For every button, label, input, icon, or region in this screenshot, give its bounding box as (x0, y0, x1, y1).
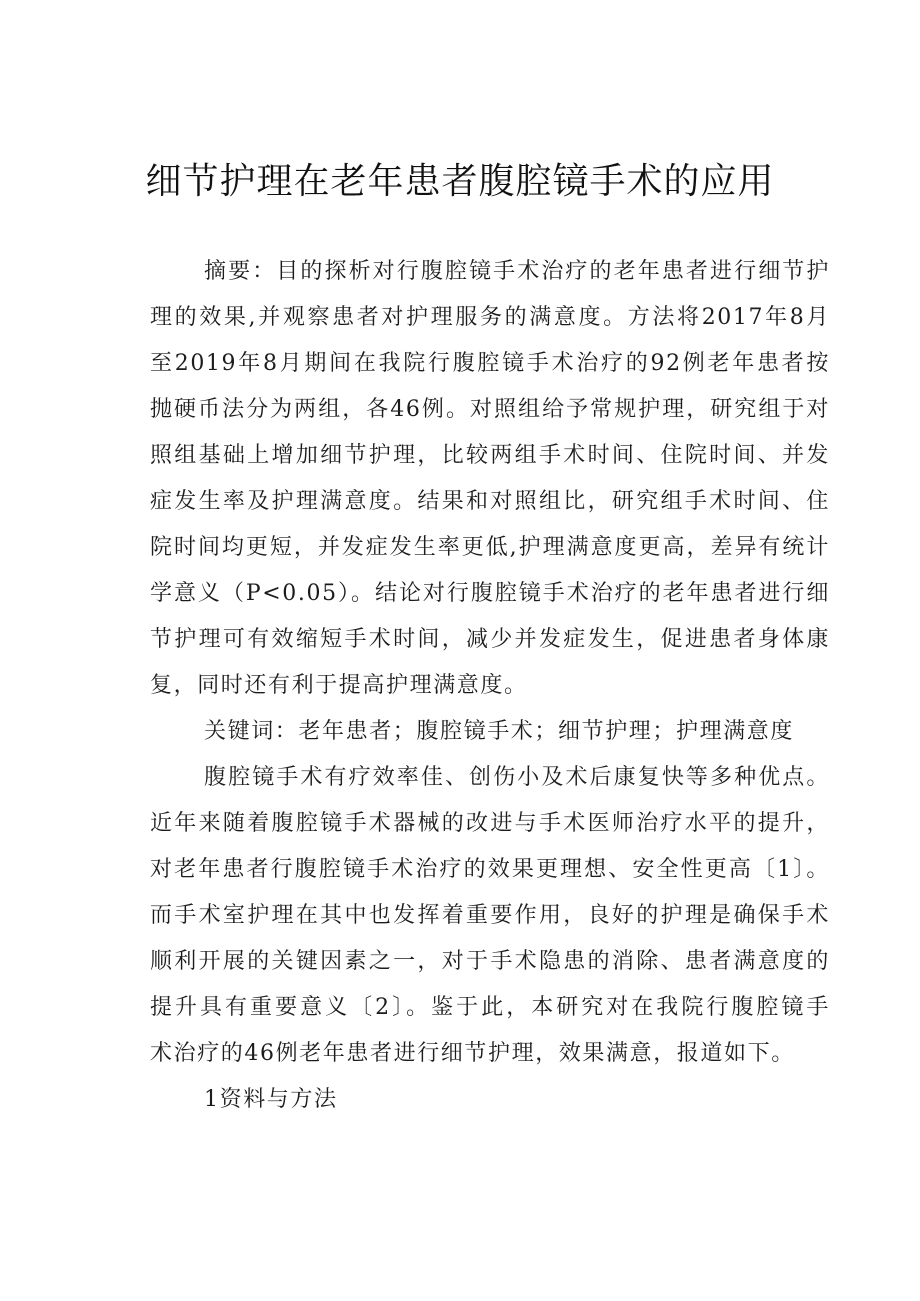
document-title: 细节护理在老年患者腹腔镜手术的应用 (145, 161, 775, 202)
abstract-line: 节护理可有效缩短手术时间，减少并发症发生，促进患者身体康 (150, 627, 830, 652)
abstract-line: 复，同时还有利于提高护理满意度。 (150, 673, 528, 698)
body-line: 近年来随着腹腔镜手术器械的改进与手术医师治疗水平的提升， (150, 811, 830, 836)
body-line: 而手术室护理在其中也发挥着重要作用，良好的护理是确保手术 (150, 903, 830, 928)
body-line: 对老年患者行腹腔镜手术治疗的效果更理想、安全性更高〔1〕。 (150, 857, 830, 882)
section-heading: 1资料与方法 (204, 1087, 338, 1112)
abstract-line: 摘要：目的探析对行腹腔镜手术治疗的老年患者进行细节护 (204, 259, 830, 284)
abstract-line: 理的效果,并观察患者对护理服务的满意度。方法将2017年8月 (150, 305, 830, 330)
abstract-line: 至2019年8月期间在我院行腹腔镜手术治疗的92例老年患者按 (150, 351, 830, 376)
abstract-line: 症发生率及护理满意度。结果和对照组比，研究组手术时间、住 (150, 489, 830, 514)
body-line: 顺利开展的关键因素之一，对于手术隐患的消除、患者满意度的 (150, 949, 830, 974)
keywords: 关键词：老年患者；腹腔镜手术；细节护理；护理满意度 (204, 719, 795, 744)
abstract-line: 学意义（P<0.05）。结论对行腹腔镜手术治疗的老年患者进行细 (150, 581, 830, 606)
abstract-line: 抛硬币法分为两组，各46例。对照组给予常规护理，研究组于对 (150, 397, 830, 422)
body-line: 提升具有重要意义〔2〕。鉴于此，本研究对在我院行腹腔镜手 (150, 995, 830, 1020)
body-line: 腹腔镜手术有疗效率佳、创伤小及术后康复快等多种优点。 (204, 765, 830, 790)
abstract-line: 照组基础上增加细节护理，比较两组手术时间、住院时间、并发 (150, 443, 830, 468)
body-line: 术治疗的46例老年患者进行细节护理，效果满意，报道如下。 (150, 1041, 795, 1066)
abstract-line: 院时间均更短，并发症发生率更低,护理满意度更高，差异有统计 (150, 535, 830, 560)
